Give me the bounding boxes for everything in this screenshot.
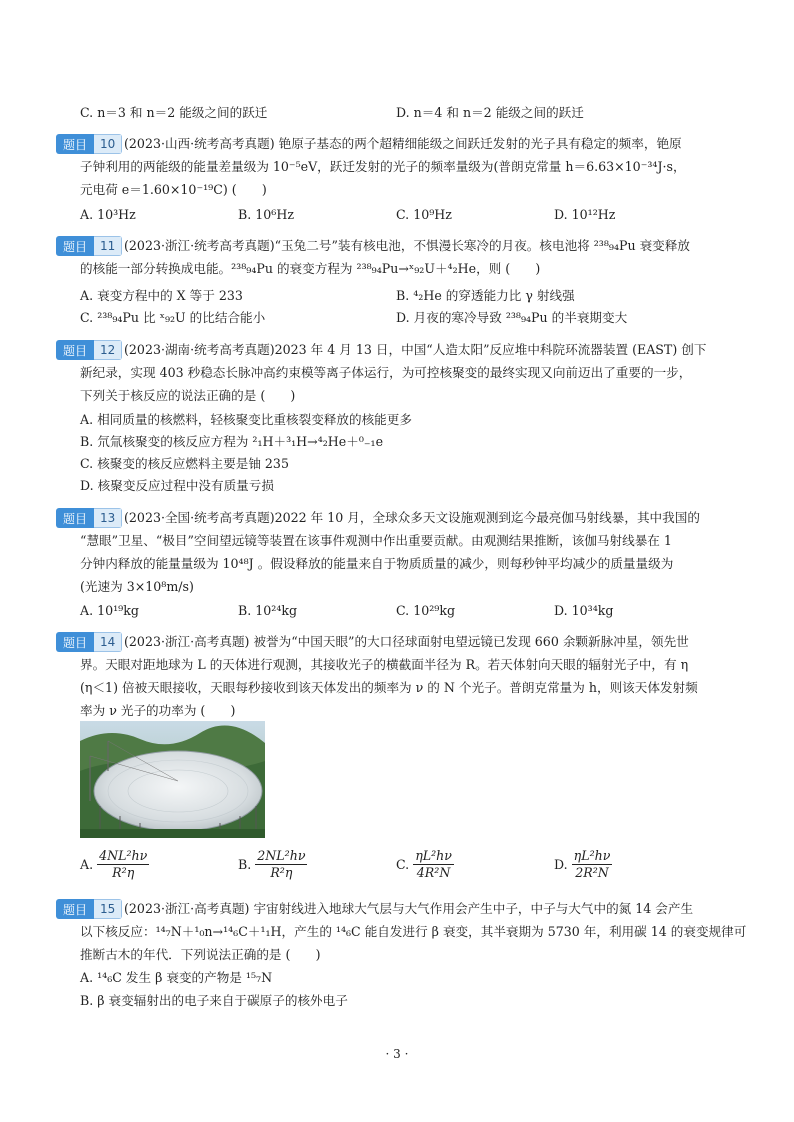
option-letter: C. xyxy=(396,857,410,872)
badge-number: 10 xyxy=(94,134,122,154)
question-14-option-b xyxy=(238,848,307,881)
question-12-option-b: B. 氘氚核聚变的核反应方程为 ²₁H＋³₁H→⁴₂He＋⁰₋₁e xyxy=(80,434,384,449)
numerator: ηL²hν xyxy=(415,848,452,863)
question-badge-11 xyxy=(56,236,122,256)
question-13-option-d: D. 10³⁴kg xyxy=(554,603,614,618)
denominator: R²η xyxy=(112,865,135,880)
question-14-option-d xyxy=(554,848,612,881)
question-10-option-d: D. 10¹²Hz xyxy=(554,207,616,222)
page-number: · 3 · xyxy=(385,1047,409,1061)
question-11-line-2: 的核能一部分转换成电能。²³⁸₉₄Pu 的衰变方程为 ²³⁸₉₄Pu→ˣ₉₂U＋⁴₂He，则 ( ) xyxy=(80,261,541,276)
question-14-option-c xyxy=(396,848,454,881)
question-12-line-2: 新纪录，实现 403 秒稳态长脉冲高约束模等离子体运行，为可控核聚变的最终实现又向前迈出了重要的一步， xyxy=(80,365,692,380)
badge-number: 13 xyxy=(94,508,122,528)
question-13-line-1: (2023·全国·统考高考真题)2022 年 10 月，全球众多天文设施观测到迄今最亮伽马射线暴，其中我国的 xyxy=(124,510,700,525)
option-c: C. n＝3 和 n＝2 能级之间的跃迁 xyxy=(80,105,268,120)
question-15-option-b: B. β 衰变辐射出的电子来自于碳原子的核外电子 xyxy=(80,993,348,1008)
fast-telescope-image xyxy=(80,721,265,838)
question-14-line-2: 界。天眼对距地球为 L 的天体进行观测，其接收光子的横截面半径为 R。若天体射向天眼的辐射光子中，有 η xyxy=(80,657,689,672)
question-11-line-1: (2023·浙江·统考高考真题)“玉兔二号”装有核电池，不惧漫长寒冷的月夜。核电池将 ²³⁸₉₄Pu 衰变释放 xyxy=(124,238,690,253)
numerator: ηL²hν xyxy=(573,848,611,863)
question-14-line-4: 率为 ν 光子的功率为 ( ) xyxy=(80,703,236,718)
question-12-option-a: A. 相同质量的核燃料，轻核聚变比重核裂变释放的核能更多 xyxy=(80,412,412,427)
badge-label: 题目 xyxy=(56,899,94,919)
question-10-option-b: B. 10⁶Hz xyxy=(238,207,294,222)
question-14-option-a xyxy=(80,848,149,881)
question-13-option-a: A. 10¹⁹kg xyxy=(80,603,139,618)
question-13-option-c: C. 10²⁹kg xyxy=(396,603,456,618)
question-13-option-b: B. 10²⁴kg xyxy=(238,603,298,618)
question-13-line-3: 分钟内释放的能量量级为 10⁴⁸J 。假设释放的能量来自于物质质量的减少，则每秒钟平均减少的质量量级为 xyxy=(80,556,674,571)
question-11-option-b: B. ⁴₂He 的穿透能力比 γ 射线强 xyxy=(396,288,575,303)
question-15-line-3: 推断古木的年代．下列说法正确的是 ( ) xyxy=(80,947,321,962)
badge-number: 15 xyxy=(94,899,122,919)
option-letter: D. xyxy=(554,857,568,872)
question-badge-12 xyxy=(56,340,122,360)
badge-number: 11 xyxy=(94,236,122,256)
numerator: 2NL²hν xyxy=(257,848,306,863)
question-12-line-1: (2023·湖南·统考高考真题)2023 年 4 月 13 日，中国“人造太阳”反应堆中科院环流器装置 (EAST) 创下 xyxy=(124,342,707,357)
question-15-line-2: 以下核反应：¹⁴₇N＋¹₀n→¹⁴₆C＋¹₁H，产生的 ¹⁴₆C 能自发进行 β 衰变，其半衰期为 5730 年，利用碳 14 的衰变规律可 xyxy=(80,924,747,939)
question-badge-10 xyxy=(56,134,122,154)
option-letter: A. xyxy=(80,857,94,872)
question-12-option-c: C. 核聚变的核反应燃料主要是铀 235 xyxy=(80,456,289,471)
fraction xyxy=(572,848,613,881)
question-10-option-c: C. 10⁹Hz xyxy=(396,207,452,222)
badge-label: 题目 xyxy=(56,508,94,528)
question-10-line-1: (2023·山西·统考高考真题) 铯原子基态的两个超精细能级之间跃迁发射的光子具有稳定的频率，铯原 xyxy=(124,136,682,151)
badge-number: 14 xyxy=(94,632,122,652)
option-d: D. n＝4 和 n＝2 能级之间的跃迁 xyxy=(396,105,584,120)
question-11-option-a: A. 衰变方程中的 X 等于 233 xyxy=(80,288,243,303)
question-10-line-2: 子钟利用的两能级的能量差量级为 10⁻⁵eV，跃迁发射的光子的频率量级为(普朗克常量 h＝6.63×10⁻³⁴J·s， xyxy=(80,159,686,174)
fraction xyxy=(413,848,454,881)
badge-label: 题目 xyxy=(56,340,94,360)
question-15-option-a: A. ¹⁴₆C 发生 β 衰变的产物是 ¹⁵₇N xyxy=(80,970,273,985)
question-10-line-3: 元电荷 e＝1.60×10⁻¹⁹C) ( ) xyxy=(80,182,267,197)
question-15-line-1: (2023·浙江·高考真题) 宇宙射线进入地球大气层与大气作用会产生中子，中子与大气中的氮 14 会产生 xyxy=(124,901,694,916)
question-14-line-3: (η＜1) 倍被天眼接收，天眼每秒接收到该天体发出的频率为 ν 的 N 个光子。普朗克常量为 h，则该天体发射频 xyxy=(80,680,698,695)
denominator: R²η xyxy=(270,865,293,880)
fraction xyxy=(97,848,149,881)
badge-number: 12 xyxy=(94,340,122,360)
badge-label: 题目 xyxy=(56,632,94,652)
question-11-option-c: C. ²³⁸₉₄Pu 比 ˣ₉₂U 的比结合能小 xyxy=(80,310,266,325)
fraction xyxy=(255,848,307,881)
question-14-line-1: (2023·浙江·高考真题) 被誉为“中国天眼”的大口径球面射电望远镜已发现 660 余颗新脉冲星，领先世 xyxy=(124,634,689,649)
question-badge-13 xyxy=(56,508,122,528)
badge-label: 题目 xyxy=(56,134,94,154)
badge-label: 题目 xyxy=(56,236,94,256)
question-11-option-d: D. 月夜的寒冷导致 ²³⁸₉₄Pu 的半衰期变大 xyxy=(396,310,628,325)
numerator: 4NL²hν xyxy=(99,848,148,863)
denominator: 2R²N xyxy=(575,865,609,880)
option-letter: B. xyxy=(238,857,252,872)
question-13-line-4: (光速为 3×10⁸m/s) xyxy=(80,579,194,594)
denominator: 4R²N xyxy=(416,865,451,880)
question-10-option-a: A. 10³Hz xyxy=(80,207,136,222)
question-12-line-3: 下列关于核反应的说法正确的是 ( ) xyxy=(80,388,296,403)
question-badge-14 xyxy=(56,632,122,652)
question-12-option-d: D. 核聚变反应过程中没有质量亏损 xyxy=(80,478,274,493)
question-badge-15 xyxy=(56,899,122,919)
question-13-line-2: “慧眼”卫星、“极目”空间望远镜等装置在该事件观测中作出重要贡献。由观测结果推断，该伽马射线暴在 1 xyxy=(80,533,672,548)
